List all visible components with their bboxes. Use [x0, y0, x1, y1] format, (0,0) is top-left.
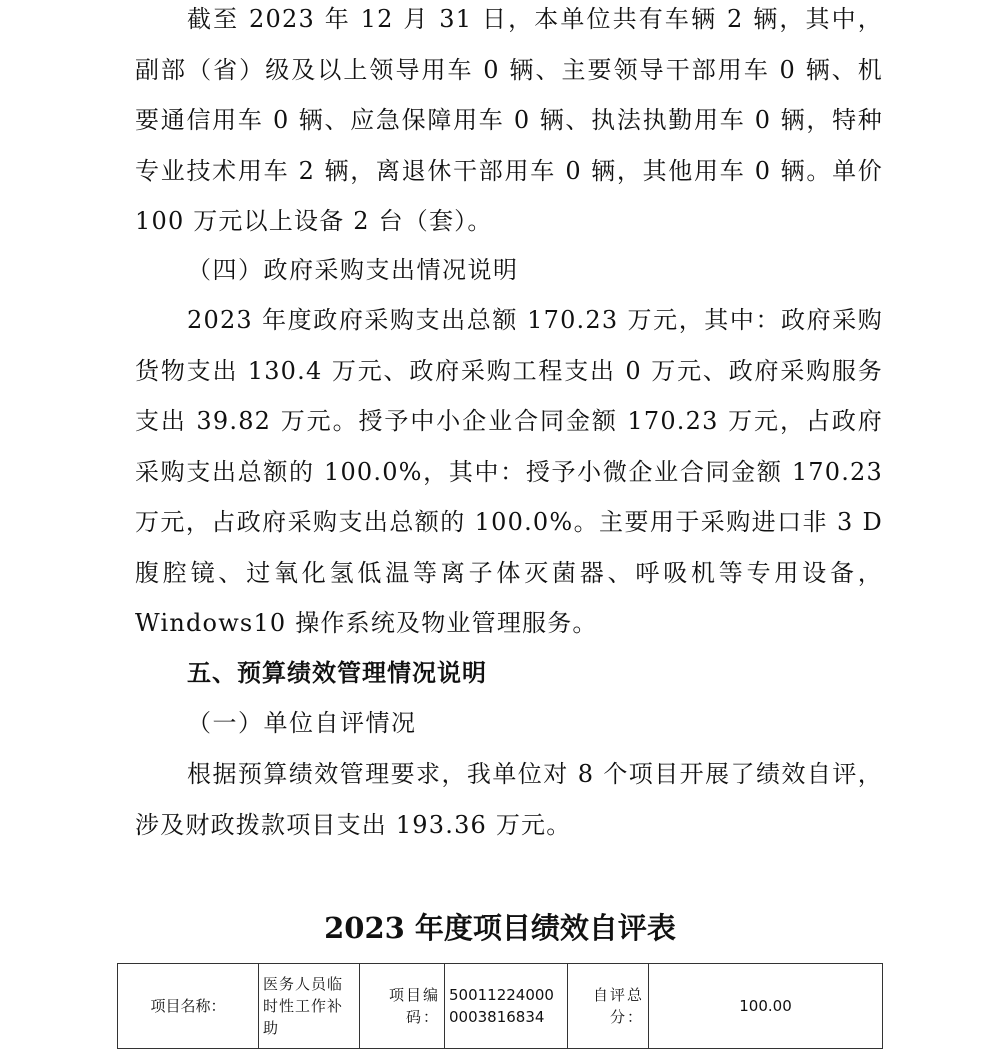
procurement-heading: （四）政府采购支出情况说明 [187, 256, 519, 284]
vehicles-paragraph: 截至 2023 年 12 月 31 日，本单位共有车辆 2 辆，其中，副部（省）级及以上领导用车 0 辆、主要领导干部用车 0 辆、机要通信用车 0 辆、应急保障用车 0 辆、执法执勤用车 0 辆，特种专业技术用车 2 辆，离退休干部用车 0 辆，其他用车 0 辆。单价 100 万元以上设备 2 台（套）。 [135, 5, 883, 235]
project-name-value: 医务人员临时性工作补助 [259, 964, 360, 1049]
table-row [118, 964, 883, 1049]
self-eval-heading: （一）单位自评情况 [187, 709, 417, 737]
performance-table [117, 963, 883, 1049]
project-code-value: 500112240000003816834 [445, 964, 568, 1049]
project-code-label: 项目编码： [360, 964, 445, 1049]
self-eval-paragraph: 根据预算绩效管理要求，我单位对 8 个项目开展了绩效自评，涉及财政拨款项目支出 193.36 万元。 [135, 760, 883, 839]
procurement-paragraph: 2023 年度政府采购支出总额 170.23 万元，其中：政府采购货物支出 130.4 万元、政府采购工程支出 0 万元、政府采购服务支出 39.82 万元。授予中小企业合同金额 170.23 万元，占政府采购支出总额的 100.0%，其中：授予小微企业合同金额 170.23 万元，占政府采购支出总额的 100.0%。主要用于采购进口非 3 D腹腔镜、过氧化氢低温等离子体灭菌器、呼吸机等专用设备，Windows10 操作系统及物业管理服务。 [135, 306, 883, 637]
score-label: 自评总分： [568, 964, 649, 1049]
score-value: 100.00 [649, 964, 883, 1049]
table-title: 2023 年度项目绩效自评表 [324, 911, 676, 945]
project-name-label: 项目名称： [118, 964, 259, 1049]
section-heading: 五、预算绩效管理情况说明 [187, 659, 487, 687]
